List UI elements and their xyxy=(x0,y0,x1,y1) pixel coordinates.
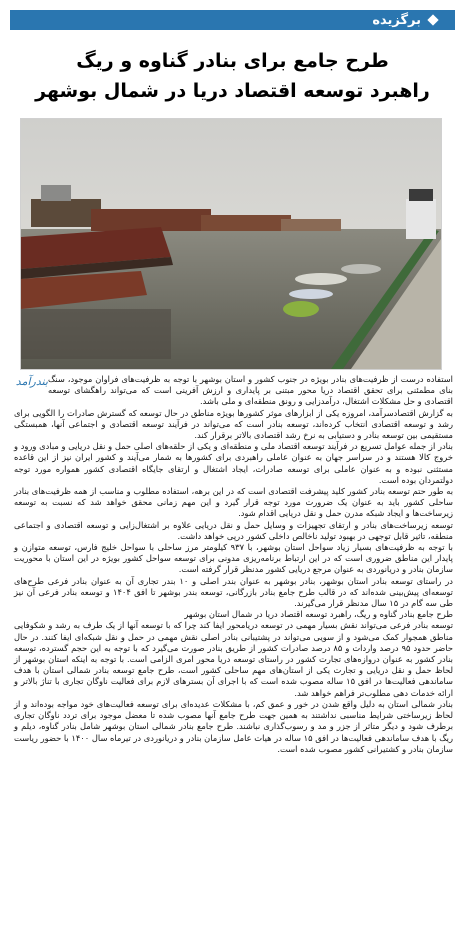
article-paragraph: در راستای توسعه بنادر استان بوشهر، بنادر بوشهر به عنوان بندر اصلی و ۱۰ بندر تجاری آن به عنوان بنادر فرعی طرح‌های توسعه‌ای پیش‌بینی شده‌اند که در قالب طرح جامع بنادر بازرگانی، توسعه بندر بوشهر تا افق ۱۴۰۴ و توسعه بنادر فرعی آن نیز طی سه گام در ۱۵ سال مدنظر قرار می‌گیرند. xyxy=(14,575,453,609)
article-paragraph: توسعه زیرساخت‌های بنادر و ارتقای تجهیزات و وسایل حمل و نقل دریایی علاوه بر اشتغال‌زایی و توسعه اقتصادی و اجتماعی منطقه، تاثیر قابل توجهی در بهبود تولید ناخالص داخلی کشور درپی خواهد داشت. xyxy=(14,519,453,541)
section-label: برگزیده xyxy=(372,12,421,28)
headline-line-2: راهبرد توسعه اقتصاد دریا در شمال بوشهر xyxy=(35,80,430,102)
article-paragraph: به طور حتم توسعه بنادر کشور کلید پیشرفت اقتصادی است که در این برهه، استفاده مطلوب و مناسب از همه ظرفیت‌های بنادر ساحلی کشور باید به عنوان یک ضرورت مورد توجه قرار گیرد و این مهم زمانی محقق خواهد شد که نسبت به توسعه زیرساخت‌ها و ایجاد شبکه مدرن حمل و نقل دریایی اقدام شود. xyxy=(14,486,453,519)
headline xyxy=(10,46,455,106)
article-paragraph: بنادر از جمله عوامل تسریع در فرآیند توسعه اقتصاد ملی و منطقه‌ای و یکی از حلقه‌های اصلی حمل و نقل دریایی و مبادی ورود و خروج کالا هستند و در سراسر جهان به عنوان عاملی راهبردی برای کشورها به شمار می‌آیند و کشور ایران نیز از این قاعده مستثنی نبوده و به عنوان عاملی برای توسعه صادرات، ایجاد اشتغال و ارتقای جایگاه اقتصادی کشور همواره مورد توجه دولتمردان بوده است. xyxy=(14,441,453,485)
article-body xyxy=(14,374,453,755)
article-paragraph: توسعه بنادر فرعی می‌تواند نقش بسیار مهمی در توسعه دریامحور ایفا کند چرا که با توسعه آنها از یک طرف به رشد و شکوفایی مناطق همجوار کمک می‌شود و از سویی می‌تواند در پشتیبانی بنادر اصلی نقش مهمی در حمل و نقل شبکه‌ای ایفا کنند. در حال حاضر حدود ۹۵ درصد واردات و ۸۵ درصد صادرات کشور از طریق بنادر صورت می‌گیرد که با توجه به این حجم گسترده، توسعه بنادر کشور به عنوان دروازه‌های تجارت کشور در راستای توسعه دریا محور امری الزامی است. با توجه به اینکه استان بوشهر از لحاظ حمل و نقل دریایی و تجارت یکی از استان‌های مهم ساحلی کشور است، طرح جامع توسعه بنادر شمالی استان با هدف ساماندهی فعالیت‌ها در افق ۱۵ ساله مصوب شده است که با اجرای آن بسترهای لازم برای فعالیت ناوگان تجاری با تناژ بالاتر و ارائه خدمات دهی مطلوب‌تر فراهم خواهد شد. xyxy=(14,620,453,698)
headline-line-1: طرح جامع برای بنادر گناوه و ریگ xyxy=(76,50,389,72)
harbor-photo-image xyxy=(21,119,441,369)
section-header-bar xyxy=(10,10,455,30)
diamond-icon xyxy=(427,14,438,25)
section-tag xyxy=(372,13,455,28)
article-paragraph: استفاده درست از ظرفیت‌های بنادر بویژه در جنوب کشور و استان بوشهر با توجه به ظرفیت‌های فراوان موجود، سنگ بنای مطمئنی برای تحقق اقتصاد دریا محور مبتنی بر پایداری و ارزش آفرینی است که می‌تواند راهگشای توسعه اقتصادی و حل مشکلات اشتغال، درآمدزایی و رونق منطقه‌ای و ملی باشد. xyxy=(48,374,453,407)
article-subheading: طرح جامع بنادر گناوه و ریگ، راهبرد توسعه اقتصاد دریا در شمال استان بوشهر xyxy=(184,609,453,620)
article-paragraph: با توجه به ظرفیت‌های بسیار زیاد سواحل استان بوشهر، با ۹۳۷ کیلومتر مرز ساحلی با سواحل خلیج فارس، توسعه متوازن و پایدار این مناطق ضروری است که در این ارتباط برنامه‌ریزی مدونی برای توسعه سواحل کشور بویژه در این استان با محوریت سازمان بنادر و دریانوردی به عنوان مرجع دریایی کشور مدنظر قرار گرفته است. xyxy=(14,542,453,575)
harbor-photo xyxy=(20,118,442,370)
article-paragraph: بنادر شمالی استان به دلیل واقع شدن در خور و عمق کم، با مشکلات عدیده‌ای برای توسعه فعالیت‌های خود مواجه بوده‌اند و از لحاظ زیرساختی شرایط مناسبی نداشتند به همین جهت طرح جامع آنها مصوب شده تا معضل موجود برای تردد ناوگان تجاری برطرف شود و دیگر متاثر از جزر و مد و رسوب‌گذاری نباشند. طرح جامع بنادر شمالی استان بوشهر شامل بنادر گناوه، دیلم و ریگ با هدف ساماندهی فعالیت‌ها در افق ۱۵ ساله در هیات عامل سازمان بنادر و دریانوردی در تیرماه سال ۱۴۰۰ با حضور ریاست سازمان بنادر و کشتیرانی کشور مصوب شده است. xyxy=(14,698,453,754)
article-paragraph: به گزارش اقتصادسرآمد، امروزه یکی از ابزارهای موثر کشورها بویژه مناطق در حال توسعه که گسترش صادرات را الگویی برای رشد و توسعه اقتصادی انتخاب کرده‌اند، توسعه بنادر است که می‌تواند در فرآیند توسعه اقتصادی و اجتماعی آنها، همبستگی مستقیمی بین توسعه بنادر و دستیابی به نرخ رشد اقتصادی بالاتر برقرار کند. xyxy=(14,407,453,441)
publication-logo: بندرآمد xyxy=(15,375,48,388)
